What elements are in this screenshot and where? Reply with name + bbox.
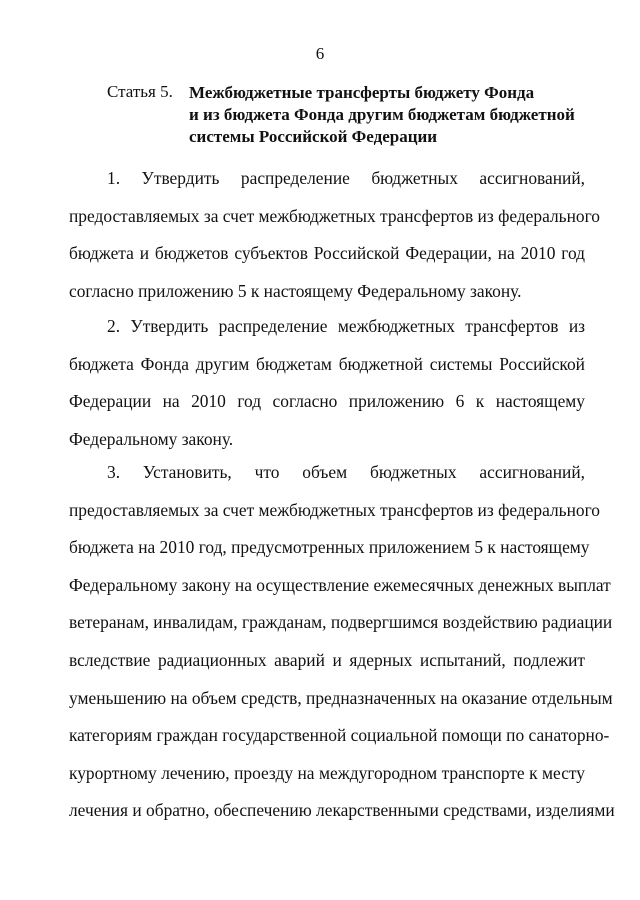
paragraph-line: предоставляемых за счет межбюджетных трансфертов из федерального <box>69 499 600 520</box>
paragraph-line: категориям граждан государственной социальной помощи по санаторно- <box>69 725 610 746</box>
paragraph-line: Федеральному закону. <box>69 428 234 449</box>
paragraph-line: бюджета и бюджетов субъектов Российской Федерации, на 2010 год <box>69 243 585 264</box>
paragraph-line: 1. Утвердить распределение бюджетных ассигнований, <box>107 168 585 188</box>
paragraph-line: Федеральному закону на осуществление ежемесячных денежных выплат <box>69 574 611 595</box>
paragraph-line: бюджета Фонда другим бюджетам бюджетной системы Российской <box>69 353 585 374</box>
paragraph-1 <box>69 160 600 310</box>
page-number: 6 <box>315 44 325 63</box>
paragraph-line: вследствие радиационных аварий и ядерных испытаний, подлежит <box>69 649 585 670</box>
article-title-line: и из бюджета Фонда другим бюджетам бюджетной <box>189 105 575 124</box>
paragraph-2 <box>69 308 585 458</box>
paragraph-line: 3. Установить, что объем бюджетных ассигнований, <box>107 462 585 482</box>
paragraph-line: лечения и обратно, обеспечению лекарственными средствами, изделиями <box>69 800 615 821</box>
article-label: Статья 5. <box>107 82 173 101</box>
paragraph-line: курортному лечению, проезду на междугородном транспорте к месту <box>69 762 585 783</box>
paragraph-line: бюджета на 2010 год, предусмотренных приложением 5 к настоящему <box>69 537 590 558</box>
paragraph-line: ветеранам, инвалидам, гражданам, подвергшимся воздействию радиации <box>69 612 613 633</box>
paragraph-3 <box>69 454 615 830</box>
paragraph-line: согласно приложению 5 к настоящему Федеральному закону. <box>69 280 522 301</box>
article-title <box>189 82 589 148</box>
paragraph-line: Федерации на 2010 год согласно приложению 6 к настоящему <box>69 391 585 412</box>
paragraph-line: предоставляемых за счет межбюджетных трансфертов из федерального <box>69 205 600 226</box>
article-title-line: Межбюджетные трансферты бюджету Фонда <box>189 83 535 102</box>
paragraph-line: уменьшению на объем средств, предназначенных на оказание отдельным <box>69 687 613 708</box>
paragraph-line: 2. Утвердить распределение межбюджетных трансфертов из <box>107 316 585 336</box>
article-title-line: системы Российской Федерации <box>189 127 438 146</box>
